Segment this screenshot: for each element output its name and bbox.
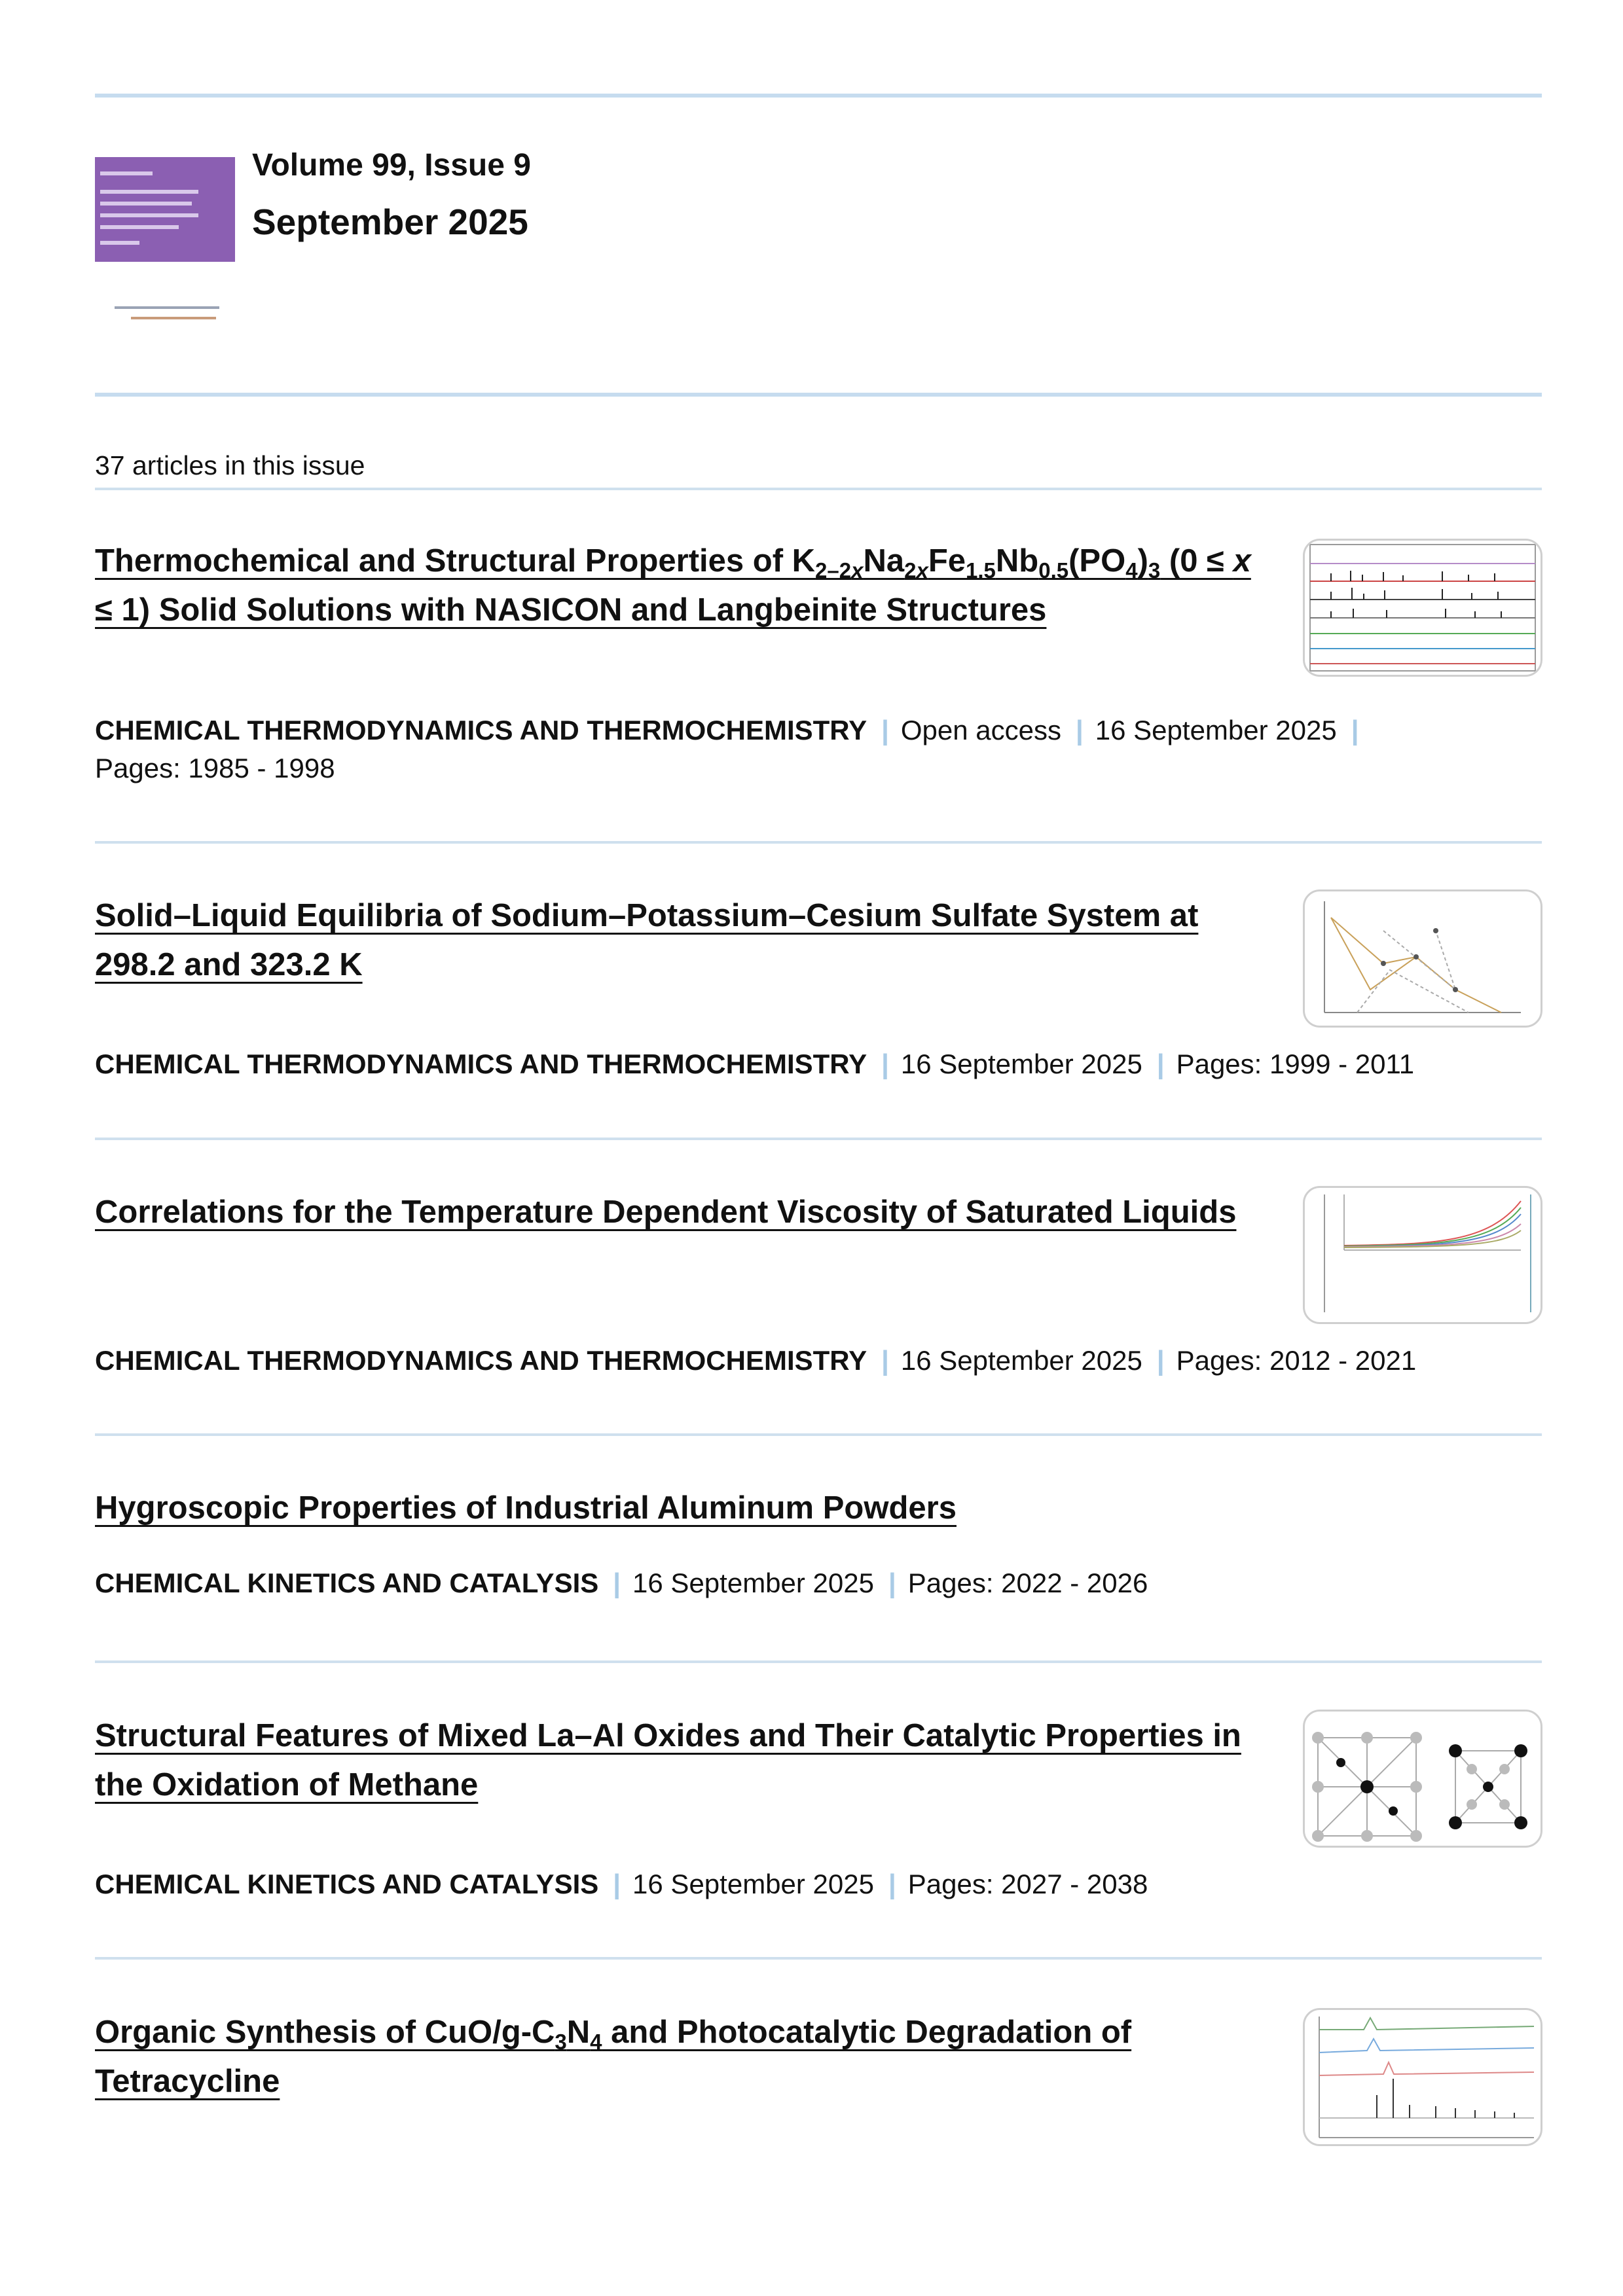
article-title-link[interactable]: Hygroscopic Properties of Industrial Aluminum Powders	[95, 1490, 957, 1526]
article-meta	[95, 1865, 1503, 1903]
article-date: 16 September 2025	[900, 1345, 1142, 1376]
access-badge: Open access	[900, 715, 1062, 745]
article-meta	[95, 711, 1503, 787]
count-divider	[95, 488, 1542, 490]
cover-publisher-band	[95, 262, 235, 331]
article-date: 16 September 2025	[900, 1049, 1142, 1079]
article-item	[95, 1188, 1542, 1404]
article-title	[95, 1712, 1273, 1810]
article-title-link[interactable]: Organic Synthesis of CuO/$g-C_3N_4$ and Photocatalytic Degradation of Tetracycline	[95, 2015, 1132, 2099]
article-pages: Pages: 2027 - 2038	[907, 1869, 1148, 1899]
meta-separator: |	[888, 1568, 896, 1598]
article-item	[95, 1712, 1542, 1928]
meta-separator: |	[888, 1869, 896, 1899]
article-date: 16 September 2025	[632, 1869, 874, 1899]
article-section[interactable]: CHEMICAL KINETICS AND CATALYSIS	[95, 1568, 599, 1598]
article-divider	[95, 1138, 1542, 1140]
article-meta	[95, 1564, 1503, 1602]
article-title-link[interactable]: Structural Features of Mixed La–Al Oxides and Their Catalytic Properties in the Oxidation of Methane	[95, 1718, 1241, 1803]
article-pages: Pages: 2022 - 2026	[907, 1568, 1148, 1598]
article-title	[95, 891, 1273, 990]
top-divider	[95, 94, 1542, 98]
article-meta	[95, 1342, 1503, 1380]
article-title	[95, 537, 1273, 635]
meta-separator: |	[1156, 1049, 1165, 1079]
article-item	[95, 537, 1542, 798]
meta-separator: |	[881, 715, 889, 745]
article-count: 37 articles in this issue	[95, 450, 365, 480]
article-title-link[interactable]: Thermochemical and Structural Properties of $K_{2-2x}Na_{2x}Fe_{1.5}Nb_{0.5}(PO_4)_3$ (0 ≤ x ≤ 1) Solid Solutions with NASICON and Langbeinite Structures	[95, 543, 1251, 628]
article-title	[95, 1188, 1273, 1237]
article-date: 16 September 2025	[1095, 715, 1337, 745]
meta-separator: |	[1076, 715, 1084, 745]
article-section[interactable]: CHEMICAL THERMODYNAMICS AND THERMOCHEMISTRY	[95, 1049, 867, 1079]
article-divider	[95, 841, 1542, 844]
xrd-patterns-graphic	[1305, 541, 1541, 675]
article-thumbnail[interactable]	[1303, 539, 1542, 677]
meta-separator: |	[613, 1568, 621, 1598]
article-title-link[interactable]: Correlations for the Temperature Dependent Viscosity of Saturated Liquids	[95, 1194, 1237, 1230]
article-item	[95, 891, 1542, 1107]
article-divider	[95, 1433, 1542, 1436]
article-section[interactable]: CHEMICAL KINETICS AND CATALYSIS	[95, 1869, 599, 1899]
article-pages: Pages: 1985 - 1998	[95, 753, 335, 783]
journal-cover-image[interactable]	[95, 157, 235, 331]
meta-separator: |	[1156, 1345, 1165, 1376]
article-divider	[95, 1660, 1542, 1663]
phase-diagram-graphic	[1305, 891, 1541, 1026]
article-thumbnail[interactable]	[1303, 1186, 1542, 1324]
meta-separator: |	[881, 1049, 889, 1079]
cover-title-band	[95, 157, 235, 262]
article-divider	[95, 1957, 1542, 1960]
article-item	[95, 1484, 1542, 1615]
crystal-structures-graphic	[1305, 1712, 1541, 1846]
article-title-link[interactable]: Solid–Liquid Equilibria of Sodium–Potassium–Cesium Sulfate System at 298.2 and 323.2 K	[95, 898, 1199, 982]
article-thumbnail[interactable]	[1303, 2008, 1542, 2146]
issue-date: September 2025	[252, 202, 528, 242]
xrd-spectra-graphic	[1305, 2010, 1541, 2144]
meta-separator: |	[613, 1869, 621, 1899]
article-thumbnail[interactable]	[1303, 1710, 1542, 1848]
issue-volume: Volume 99, Issue 9	[252, 148, 531, 183]
meta-separator: |	[881, 1345, 889, 1376]
article-item	[95, 2008, 1542, 2172]
article-pages: Pages: 2012 - 2021	[1176, 1345, 1417, 1376]
header-divider	[95, 393, 1542, 397]
article-pages: Pages: 1999 - 2011	[1176, 1049, 1415, 1079]
article-meta	[95, 1045, 1503, 1083]
viscosity-curves-graphic	[1305, 1188, 1541, 1322]
article-title	[95, 2008, 1273, 2106]
article-date: 16 September 2025	[632, 1568, 874, 1598]
meta-separator: |	[1351, 715, 1359, 745]
article-section[interactable]: CHEMICAL THERMODYNAMICS AND THERMOCHEMISTRY	[95, 715, 867, 745]
article-thumbnail[interactable]	[1303, 889, 1542, 1028]
article-title	[95, 1484, 1273, 1533]
article-section[interactable]: CHEMICAL THERMODYNAMICS AND THERMOCHEMISTRY	[95, 1345, 867, 1376]
